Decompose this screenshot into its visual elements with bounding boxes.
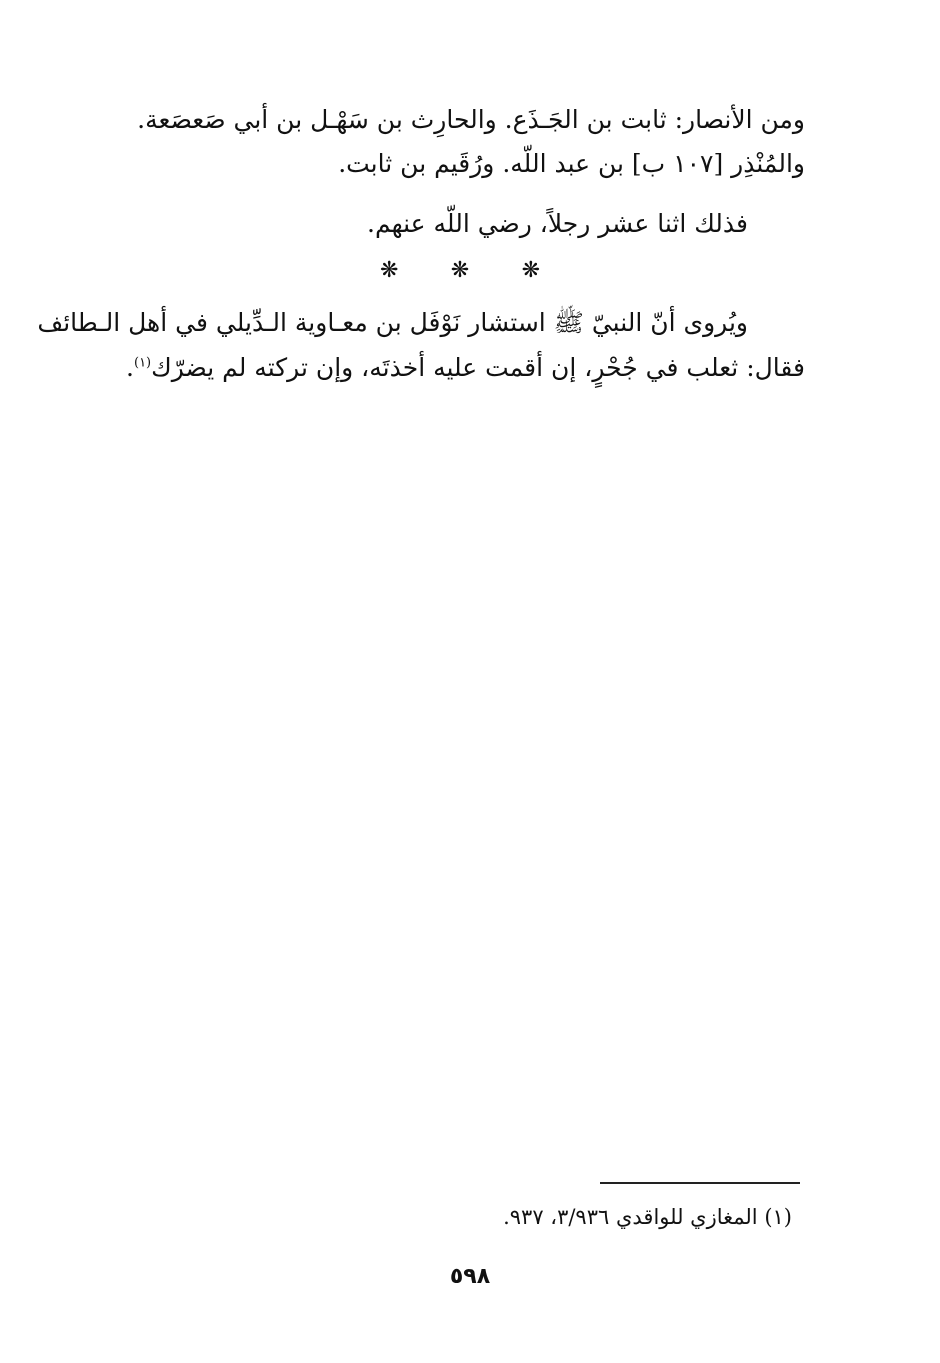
text-line-1: ومن الأنصار: ثابت بن الجَـذَع. والحارِث بن سَهْـل بن أبي صَعصَعة. [137,105,805,134]
asterism-icon: ❋ [521,258,540,283]
text-line-5 [126,350,805,386]
footnote-divider [600,1182,800,1184]
footnote: (١) المغازي للواقدي ٣/٩٣٦، ٩٣٧. [503,1205,792,1229]
line-end-period: . [126,353,134,382]
section-separator [380,256,540,286]
text-line-2: والمُنْذِر [١٠٧ ب] بن عبد اللّه. ورُقَيم بن ثابت. [338,149,805,178]
text-line-3: فذلك اثنا عشر رجلاً، رضي اللّه عنهم. [367,209,748,238]
asterism-icon: ❋ [450,258,470,283]
text-line-5-content: فقال: ثعلب في جُحْرٍ، إن أقمت عليه أخذتَه، وإن تركته لم يضرّك [151,353,805,382]
text-line-4: ويُروى أنّ النبيّ ﷺ استشار نَوْفَل بن معـاوية الـدِّيلي في أهل الـطائف [37,308,748,337]
footnote-reference[interactable]: (١) [133,355,152,371]
asterism-icon: ❋ [380,258,399,283]
page-number: ٥٩٨ [449,1264,491,1289]
